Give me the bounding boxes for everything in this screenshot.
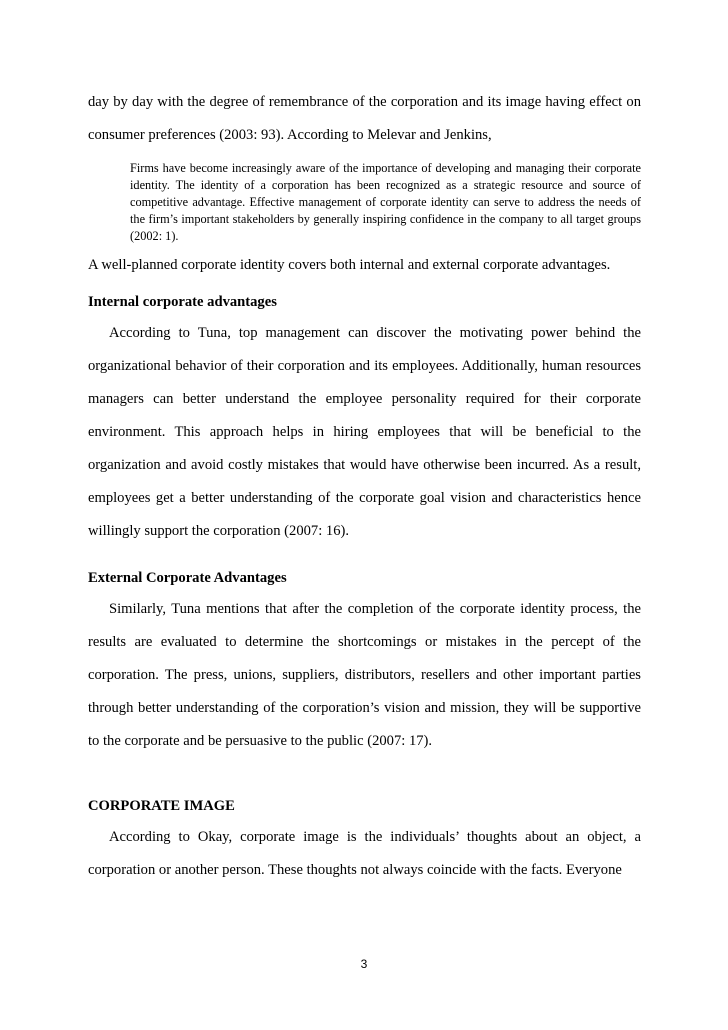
external-advantages-body: Similarly, Tuna mentions that after the completion of the corporate identity process, the results are evaluated to determine the shortcomings or mistakes in the percept of the corporation. The press, unions, suppliers, distributors, resellers and other important parties through better understanding of the corporation’s vision and mission, they will be supportive to the corporate and be persuasive to the public (2007: 17).: [88, 601, 641, 749]
document-page: [88, 86, 641, 887]
internal-advantages-heading: Internal corporate advantages: [88, 294, 277, 310]
summary-line: A well-planned corporate identity covers both internal and external corporate advantages.: [88, 257, 611, 273]
external-advantages-heading: External Corporate Advantages: [88, 570, 287, 586]
block-quote: Firms have become increasingly aware of the importance of developing and managing their corporate identity. The identity of a corporation has been recognized as a strategic resource and source of competitive advantage. Effective management of corporate identity can serve to address the needs of the firm’s important stakeholders by generally inspiring confidence in the company to all target groups (2002: 1).: [130, 161, 641, 243]
intro-paragraph: day by day with the degree of remembrance of the corporation and its image having effect on consumer preferences (2003: 93). According to Melevar and Jenkins,: [88, 94, 641, 143]
internal-advantages-body: According to Tuna, top management can discover the motivating power behind the organizational behavior of their corporation and its employees. Additionally, human resources managers can better understand the employee personality required for their corporate environment. This approach helps in hiring employees that will be beneficial to the organization and avoid costly mistakes that would have otherwise been incurred. As a result, employees get a better understanding of the corporate goal vision and characteristics hence willingly support the corporation (2007: 16).: [88, 325, 641, 539]
page-number: 3: [360, 957, 368, 971]
corporate-image-body: According to Okay, corporate image is the individuals’ thoughts about an object, a corporation or another person. These thoughts not always coincide with the facts. Everyone: [88, 829, 641, 878]
corporate-image-heading: CORPORATE IMAGE: [88, 798, 235, 814]
